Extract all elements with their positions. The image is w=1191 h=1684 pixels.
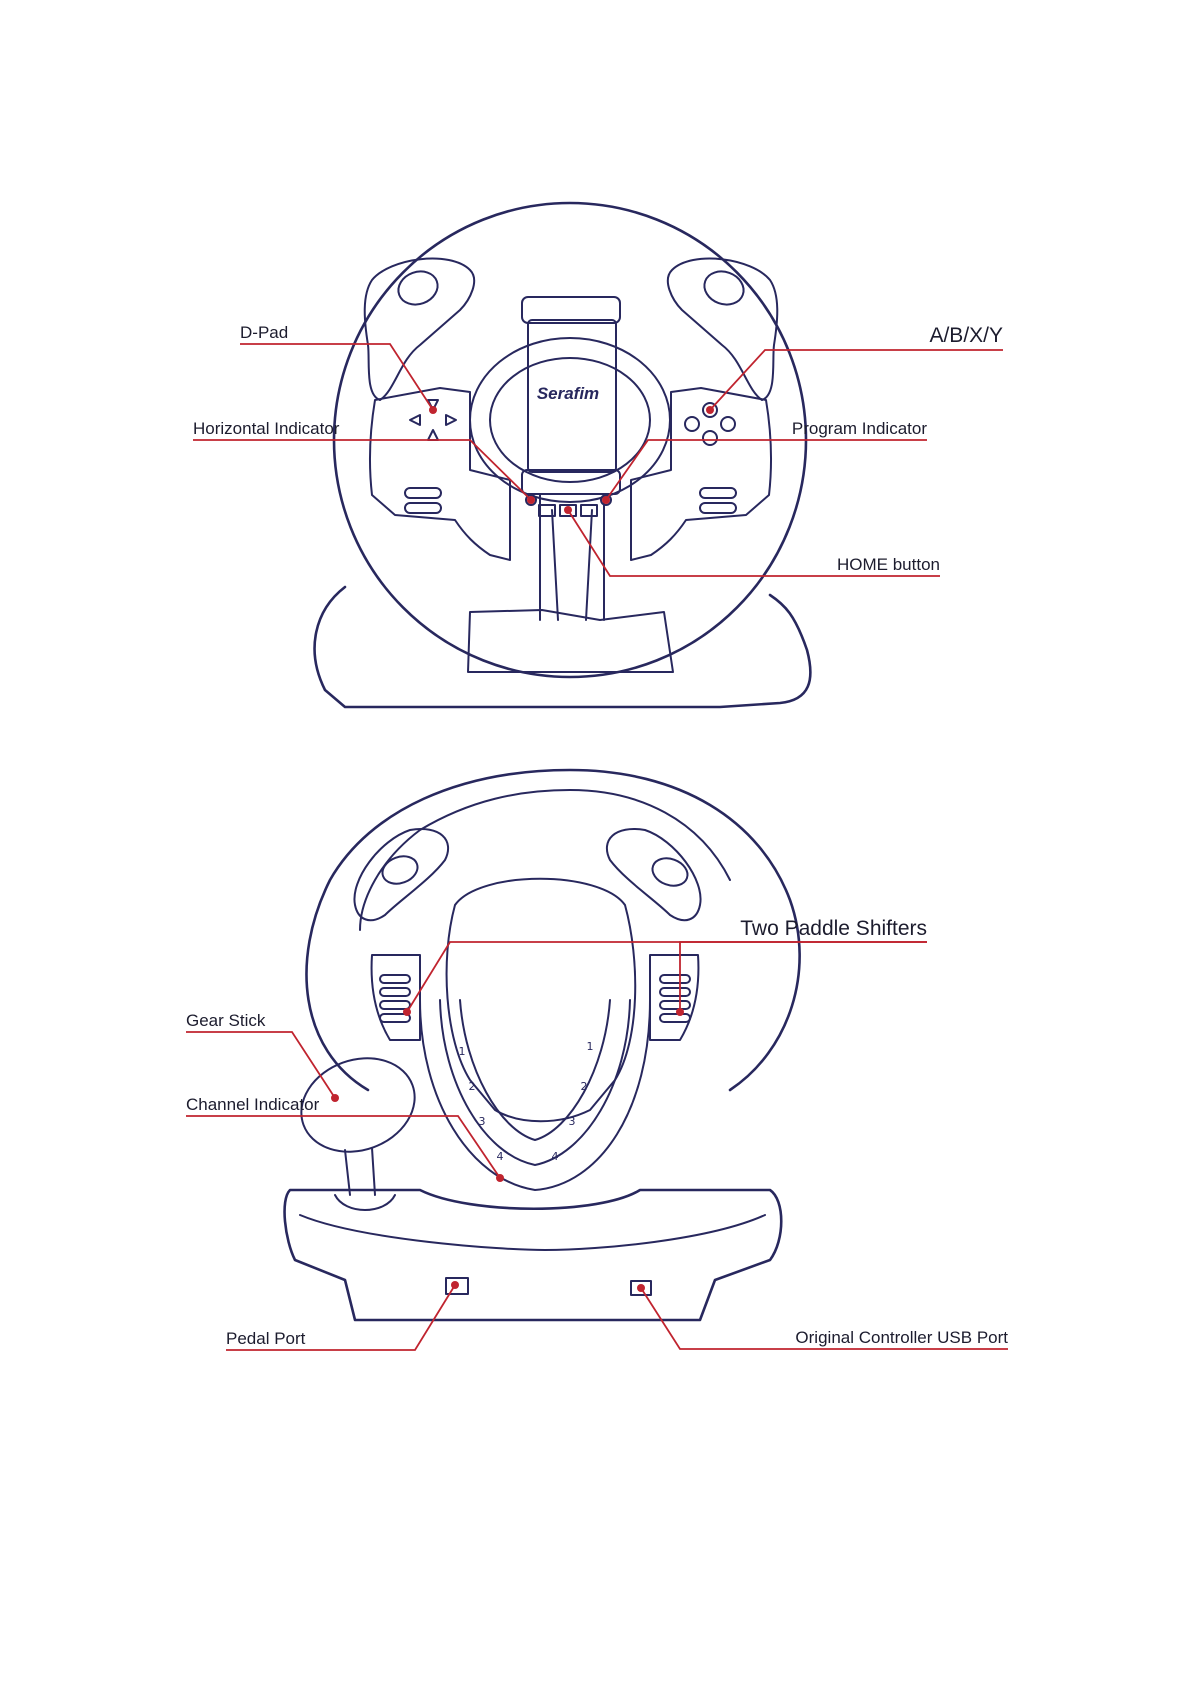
label-gear-stick: Gear Stick — [186, 1011, 266, 1030]
channel-mark-left-1: 1 — [458, 1045, 466, 1058]
label-dpad: D-Pad — [240, 323, 289, 342]
label-channel-indicator: Channel Indicator — [186, 1095, 320, 1114]
label-horizontal-indicator: Horizontal Indicator — [193, 419, 340, 438]
label-pedal-port: Pedal Port — [226, 1329, 306, 1348]
channel-mark-left-3: 3 — [478, 1115, 486, 1128]
bottom-wheel-illustration — [285, 770, 800, 1320]
brand-logo: Serafim — [536, 384, 600, 403]
label-two-paddle-shifters: Two Paddle Shifters — [740, 917, 927, 940]
channel-mark-right-4: 4 — [551, 1150, 559, 1163]
top-callouts — [193, 344, 1003, 576]
channel-mark-right-2: 2 — [580, 1080, 588, 1093]
top-wheel-illustration — [315, 203, 811, 707]
channel-mark-left-4: 4 — [496, 1150, 504, 1163]
label-abxy: A/B/X/Y — [929, 324, 1003, 347]
label-program-indicator: Program Indicator — [791, 419, 927, 438]
channel-mark-left-2: 2 — [468, 1080, 476, 1093]
label-usb-port: Original Controller USB Port — [795, 1328, 1008, 1347]
channel-mark-right-3: 3 — [568, 1115, 576, 1128]
label-home-button: HOME button — [837, 555, 940, 574]
channel-mark-right-1: 1 — [586, 1040, 594, 1053]
